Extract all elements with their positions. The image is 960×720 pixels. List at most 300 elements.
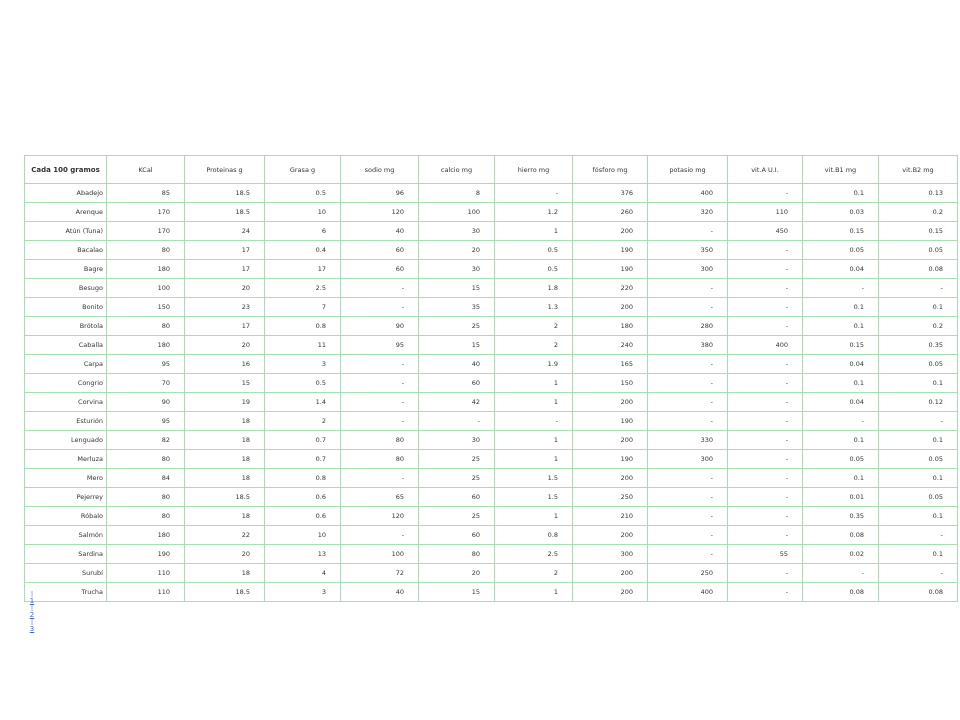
value-cell: 0.8 [265, 469, 341, 488]
food-name-cell: Bacalao [25, 241, 107, 260]
food-name-cell: Trucha [25, 583, 107, 602]
value-cell: 4 [265, 564, 341, 583]
header-row [25, 156, 958, 184]
value-cell: 15 [419, 583, 495, 602]
value-cell: - [648, 488, 728, 507]
value-cell: - [728, 298, 803, 317]
value-cell: - [728, 450, 803, 469]
value-cell: 60 [419, 488, 495, 507]
value-cell: 1 [495, 374, 573, 393]
value-cell: 18 [185, 564, 265, 583]
value-cell: 110 [107, 583, 185, 602]
value-cell: 95 [107, 412, 185, 431]
value-cell: 150 [573, 374, 648, 393]
value-cell: 0.15 [879, 222, 958, 241]
food-name-cell: Sardina [25, 545, 107, 564]
value-cell: - [341, 393, 419, 412]
value-cell: - [341, 469, 419, 488]
table-row [25, 412, 958, 431]
pagination-separator: | [30, 591, 34, 598]
value-cell: 2 [495, 336, 573, 355]
value-cell: - [495, 184, 573, 203]
value-cell: 20 [185, 336, 265, 355]
value-cell: 200 [573, 583, 648, 602]
value-cell: 190 [107, 545, 185, 564]
value-cell: 1.9 [495, 355, 573, 374]
value-cell: 18 [185, 507, 265, 526]
food-name-cell: Caballa [25, 336, 107, 355]
value-cell: 40 [341, 222, 419, 241]
value-cell: 0.05 [803, 241, 879, 260]
value-cell: 19 [185, 393, 265, 412]
value-cell: 16 [185, 355, 265, 374]
food-name-cell: Merluza [25, 450, 107, 469]
header-cell: vit.B2 mg [879, 156, 958, 184]
value-cell: 80 [107, 450, 185, 469]
value-cell: 0.02 [803, 545, 879, 564]
value-cell: 0.08 [879, 260, 958, 279]
food-name-cell: Atún (Tuna) [25, 222, 107, 241]
value-cell: 82 [107, 431, 185, 450]
value-cell: 18 [185, 469, 265, 488]
value-cell: - [341, 279, 419, 298]
value-cell: 250 [648, 564, 728, 583]
value-cell: 80 [107, 241, 185, 260]
value-cell: 400 [648, 583, 728, 602]
header-cell: Grasa g [265, 156, 341, 184]
value-cell: 0.05 [879, 241, 958, 260]
food-name-cell: Mero [25, 469, 107, 488]
value-cell: 240 [573, 336, 648, 355]
value-cell: 65 [341, 488, 419, 507]
value-cell: 90 [341, 317, 419, 336]
page-link-1[interactable]: 1 [29, 597, 35, 605]
value-cell: 80 [341, 450, 419, 469]
value-cell: 300 [573, 545, 648, 564]
value-cell: 0.5 [495, 260, 573, 279]
value-cell: - [803, 564, 879, 583]
value-cell: 84 [107, 469, 185, 488]
value-cell: - [728, 260, 803, 279]
value-cell: 0.04 [803, 393, 879, 412]
table-row [25, 222, 958, 241]
value-cell: 18.5 [185, 203, 265, 222]
value-cell: 1.3 [495, 298, 573, 317]
value-cell: - [341, 298, 419, 317]
table-row [25, 241, 958, 260]
header-cell: vit.B1 mg [803, 156, 879, 184]
value-cell: - [648, 355, 728, 374]
header-cell: calcio mg [419, 156, 495, 184]
value-cell: 17 [185, 260, 265, 279]
value-cell: 165 [573, 355, 648, 374]
value-cell: 100 [419, 203, 495, 222]
value-cell: 20 [419, 241, 495, 260]
value-cell: 0.08 [879, 583, 958, 602]
value-cell: 0.05 [879, 488, 958, 507]
value-cell: 2 [495, 317, 573, 336]
value-cell: 100 [341, 545, 419, 564]
table-row [25, 507, 958, 526]
table-row [25, 393, 958, 412]
value-cell: 200 [573, 469, 648, 488]
value-cell: 200 [573, 298, 648, 317]
value-cell: 17 [265, 260, 341, 279]
value-cell: 40 [419, 355, 495, 374]
food-name-cell: Abadejo [25, 184, 107, 203]
value-cell: 0.13 [879, 184, 958, 203]
value-cell: 60 [341, 241, 419, 260]
value-cell: 220 [573, 279, 648, 298]
value-cell: 70 [107, 374, 185, 393]
value-cell: - [341, 374, 419, 393]
value-cell: 25 [419, 469, 495, 488]
value-cell: 80 [107, 317, 185, 336]
value-cell: 11 [265, 336, 341, 355]
value-cell: - [648, 393, 728, 412]
value-cell: 0.4 [265, 241, 341, 260]
value-cell: 35 [419, 298, 495, 317]
value-cell: - [728, 241, 803, 260]
value-cell: 20 [185, 545, 265, 564]
header-cell: vit.A U.I. [728, 156, 803, 184]
value-cell: 0.6 [265, 507, 341, 526]
value-cell: - [728, 412, 803, 431]
value-cell: 180 [107, 336, 185, 355]
pagination-separator: | [30, 619, 34, 626]
value-cell: 1 [495, 507, 573, 526]
value-cell: 250 [573, 488, 648, 507]
value-cell: 80 [107, 507, 185, 526]
value-cell: 3 [265, 583, 341, 602]
value-cell: 0.5 [265, 374, 341, 393]
value-cell: 0.1 [803, 317, 879, 336]
value-cell: 2.5 [495, 545, 573, 564]
value-cell: - [728, 317, 803, 336]
value-cell: 18 [185, 412, 265, 431]
food-name-cell: Brótola [25, 317, 107, 336]
table-row [25, 279, 958, 298]
value-cell: 0.1 [803, 184, 879, 203]
value-cell: 190 [573, 241, 648, 260]
table-row [25, 203, 958, 222]
value-cell: 376 [573, 184, 648, 203]
value-cell: 200 [573, 393, 648, 412]
value-cell: - [803, 412, 879, 431]
food-name-cell: Carpa [25, 355, 107, 374]
value-cell: 90 [107, 393, 185, 412]
table-row [25, 583, 958, 602]
value-cell: - [803, 279, 879, 298]
table-row [25, 355, 958, 374]
value-cell: 200 [573, 564, 648, 583]
value-cell: - [728, 526, 803, 545]
value-cell: 60 [419, 526, 495, 545]
table-row [25, 488, 958, 507]
value-cell: 60 [419, 374, 495, 393]
value-cell: 190 [573, 412, 648, 431]
value-cell: 60 [341, 260, 419, 279]
value-cell: 7 [265, 298, 341, 317]
food-name-cell: Lenguado [25, 431, 107, 450]
pagination-separator: | [30, 605, 34, 612]
table-body [25, 184, 958, 602]
food-name-cell: Arenque [25, 203, 107, 222]
value-cell: 190 [573, 260, 648, 279]
value-cell: 0.03 [803, 203, 879, 222]
page-link-3[interactable]: 3 [29, 625, 35, 633]
value-cell: - [728, 184, 803, 203]
value-cell: 10 [265, 203, 341, 222]
value-cell: 42 [419, 393, 495, 412]
value-cell: 1 [495, 222, 573, 241]
value-cell: 0.1 [879, 431, 958, 450]
value-cell: - [648, 526, 728, 545]
value-cell: 23 [185, 298, 265, 317]
value-cell: 300 [648, 260, 728, 279]
value-cell: 1.2 [495, 203, 573, 222]
value-cell: 0.04 [803, 355, 879, 374]
value-cell: 96 [341, 184, 419, 203]
value-cell: 170 [107, 222, 185, 241]
table-header [25, 156, 958, 184]
value-cell: - [728, 564, 803, 583]
value-cell: - [728, 507, 803, 526]
value-cell: 120 [341, 203, 419, 222]
value-cell: 1.8 [495, 279, 573, 298]
value-cell: 30 [419, 260, 495, 279]
value-cell: 95 [341, 336, 419, 355]
value-cell: 0.7 [265, 431, 341, 450]
table-row [25, 450, 958, 469]
value-cell: 1 [495, 393, 573, 412]
table-row [25, 317, 958, 336]
value-cell: 15 [185, 374, 265, 393]
value-cell: - [648, 298, 728, 317]
header-cell-food: Cada 100 gramos [25, 156, 107, 184]
value-cell: 22 [185, 526, 265, 545]
food-name-cell: Surubí [25, 564, 107, 583]
value-cell: 150 [107, 298, 185, 317]
value-cell: - [728, 469, 803, 488]
value-cell: 80 [419, 545, 495, 564]
value-cell: 0.01 [803, 488, 879, 507]
value-cell: 85 [107, 184, 185, 203]
table-row [25, 184, 958, 203]
value-cell: 0.1 [803, 374, 879, 393]
nutrition-table [24, 155, 958, 602]
value-cell: - [341, 412, 419, 431]
value-cell: 200 [573, 431, 648, 450]
food-name-cell: Bonito [25, 298, 107, 317]
table-row [25, 374, 958, 393]
value-cell: 30 [419, 431, 495, 450]
food-name-cell: Besugo [25, 279, 107, 298]
table-row [25, 298, 958, 317]
value-cell: 1 [495, 583, 573, 602]
header-cell: potasio mg [648, 156, 728, 184]
value-cell: 80 [341, 431, 419, 450]
value-cell: - [728, 355, 803, 374]
value-cell: 0.1 [879, 545, 958, 564]
value-cell: - [728, 583, 803, 602]
value-cell: - [728, 279, 803, 298]
value-cell: 8 [419, 184, 495, 203]
value-cell: 0.5 [265, 184, 341, 203]
value-cell: 30 [419, 222, 495, 241]
value-cell: 15 [419, 279, 495, 298]
value-cell: - [728, 431, 803, 450]
table-row [25, 431, 958, 450]
value-cell: 0.1 [879, 507, 958, 526]
value-cell: 210 [573, 507, 648, 526]
value-cell: 2.5 [265, 279, 341, 298]
value-cell: 0.05 [879, 355, 958, 374]
value-cell: 80 [107, 488, 185, 507]
value-cell: 180 [107, 260, 185, 279]
value-cell: 0.15 [803, 336, 879, 355]
value-cell: 13 [265, 545, 341, 564]
value-cell: - [648, 412, 728, 431]
value-cell: - [879, 412, 958, 431]
value-cell: 180 [107, 526, 185, 545]
table-row [25, 526, 958, 545]
value-cell: 0.15 [803, 222, 879, 241]
value-cell: 25 [419, 450, 495, 469]
value-cell: 0.8 [265, 317, 341, 336]
value-cell: 400 [648, 184, 728, 203]
value-cell: - [728, 393, 803, 412]
value-cell: 0.12 [879, 393, 958, 412]
value-cell: 18 [185, 450, 265, 469]
value-cell: 0.1 [879, 374, 958, 393]
header-cell: sodio mg [341, 156, 419, 184]
value-cell: 0.08 [803, 583, 879, 602]
value-cell: 17 [185, 241, 265, 260]
value-cell: 110 [107, 564, 185, 583]
food-name-cell: Salmón [25, 526, 107, 545]
value-cell: 200 [573, 526, 648, 545]
page-link-2[interactable]: 2 [29, 611, 35, 619]
value-cell: 450 [728, 222, 803, 241]
value-cell: 20 [185, 279, 265, 298]
value-cell: 0.05 [803, 450, 879, 469]
food-name-cell: Congrio [25, 374, 107, 393]
value-cell: 18 [185, 431, 265, 450]
value-cell: 72 [341, 564, 419, 583]
value-cell: 0.1 [879, 469, 958, 488]
value-cell: 2 [495, 564, 573, 583]
value-cell: 200 [573, 222, 648, 241]
header-cell: fósforo mg [573, 156, 648, 184]
value-cell: 24 [185, 222, 265, 241]
value-cell: 0.1 [803, 298, 879, 317]
value-cell: 120 [341, 507, 419, 526]
value-cell: 17 [185, 317, 265, 336]
header-cell: Proteinas g [185, 156, 265, 184]
value-cell: 25 [419, 507, 495, 526]
value-cell: 0.2 [879, 317, 958, 336]
value-cell: 18.5 [185, 583, 265, 602]
value-cell: 180 [573, 317, 648, 336]
header-cell: KCal [107, 156, 185, 184]
value-cell: 6 [265, 222, 341, 241]
value-cell: 0.8 [495, 526, 573, 545]
value-cell: 18.5 [185, 488, 265, 507]
value-cell: 20 [419, 564, 495, 583]
value-cell: 190 [573, 450, 648, 469]
value-cell: 320 [648, 203, 728, 222]
value-cell: 0.35 [803, 507, 879, 526]
food-name-cell: Corvina [25, 393, 107, 412]
value-cell: 95 [107, 355, 185, 374]
value-cell: 0.35 [879, 336, 958, 355]
pagination [28, 592, 36, 634]
value-cell: 0.05 [879, 450, 958, 469]
value-cell: - [341, 355, 419, 374]
value-cell: 170 [107, 203, 185, 222]
value-cell: 330 [648, 431, 728, 450]
value-cell: 1.4 [265, 393, 341, 412]
value-cell: 0.2 [879, 203, 958, 222]
value-cell: - [648, 545, 728, 564]
value-cell: 400 [728, 336, 803, 355]
food-name-cell: Esturión [25, 412, 107, 431]
value-cell: - [879, 279, 958, 298]
value-cell: 300 [648, 450, 728, 469]
value-cell: - [728, 488, 803, 507]
value-cell: - [648, 507, 728, 526]
header-cell: hierro mg [495, 156, 573, 184]
value-cell: 0.1 [879, 298, 958, 317]
value-cell: 0.7 [265, 450, 341, 469]
value-cell: 1 [495, 450, 573, 469]
value-cell: - [648, 374, 728, 393]
table-row [25, 336, 958, 355]
value-cell: 55 [728, 545, 803, 564]
value-cell: 1 [495, 431, 573, 450]
value-cell: 2 [265, 412, 341, 431]
value-cell: 3 [265, 355, 341, 374]
table-row [25, 545, 958, 564]
value-cell: 18.5 [185, 184, 265, 203]
value-cell: 25 [419, 317, 495, 336]
value-cell: 0.6 [265, 488, 341, 507]
value-cell: 1.5 [495, 488, 573, 507]
table-row [25, 260, 958, 279]
value-cell: 40 [341, 583, 419, 602]
table-row [25, 564, 958, 583]
food-name-cell: Pejerrey [25, 488, 107, 507]
value-cell: 10 [265, 526, 341, 545]
value-cell: 100 [107, 279, 185, 298]
value-cell: 350 [648, 241, 728, 260]
food-name-cell: Bagre [25, 260, 107, 279]
value-cell: 110 [728, 203, 803, 222]
value-cell: - [648, 279, 728, 298]
value-cell: 0.1 [803, 469, 879, 488]
value-cell: - [419, 412, 495, 431]
value-cell: 260 [573, 203, 648, 222]
value-cell: - [648, 469, 728, 488]
value-cell: 15 [419, 336, 495, 355]
value-cell: - [495, 412, 573, 431]
food-name-cell: Róbalo [25, 507, 107, 526]
value-cell: 1.5 [495, 469, 573, 488]
value-cell: 0.08 [803, 526, 879, 545]
table-row [25, 469, 958, 488]
value-cell: - [879, 564, 958, 583]
